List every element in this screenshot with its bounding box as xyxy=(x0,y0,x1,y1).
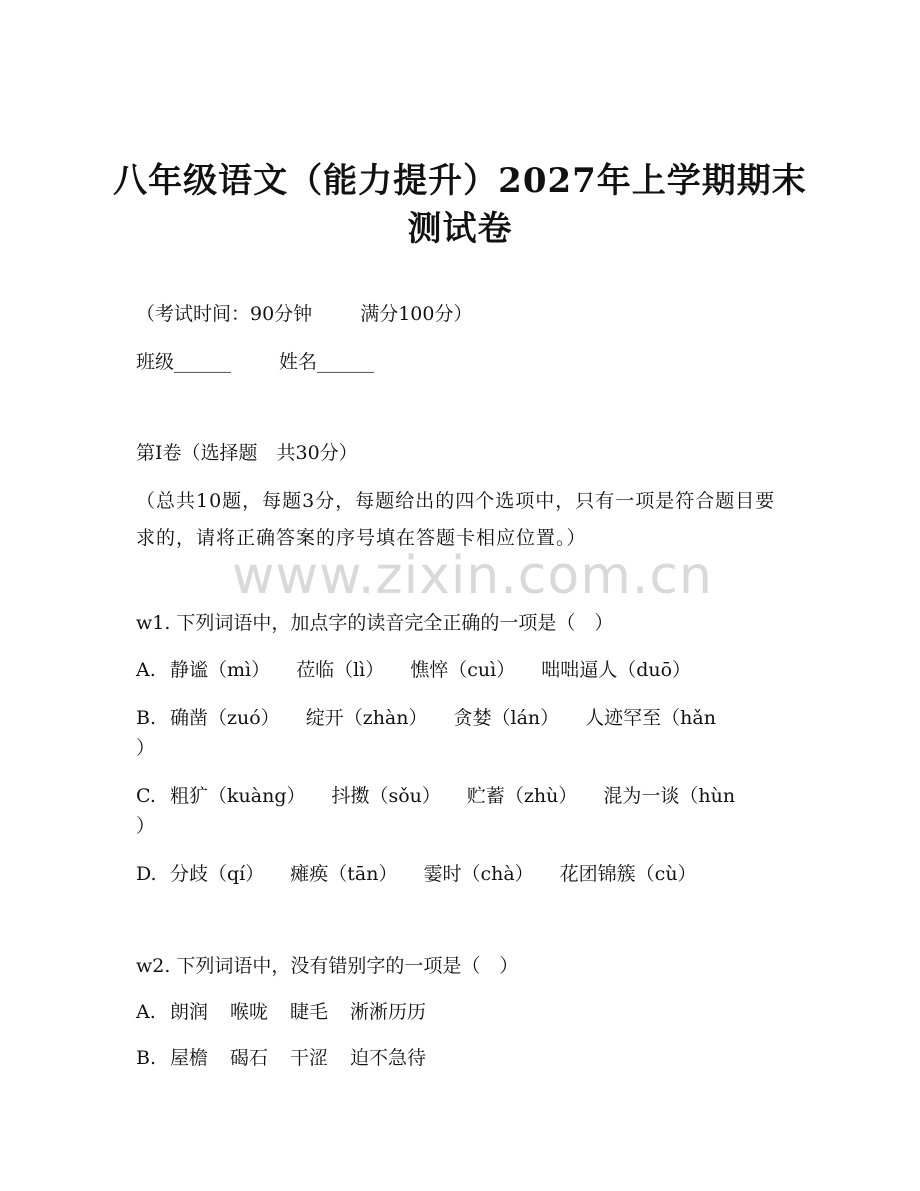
question-1-option-b[interactable] xyxy=(136,703,786,763)
option-part: 贪婪（lán） xyxy=(453,707,560,729)
question-2-option-b[interactable] xyxy=(136,1043,786,1073)
option-part: 静谧（mì） xyxy=(170,659,271,681)
exam-title-line1: 八年级语文（能力提升）2027年上学期期末 xyxy=(113,161,807,201)
section-instructions: （总共10题，每题3分，每题给出的四个选项中，只有一项是符合题目要求的，请将正确答案的序号填在答题卡相应位置。） xyxy=(136,490,776,549)
option-label: D. xyxy=(136,863,157,885)
question-2-stem: w2. 下列词语中，没有错别字的一项是（ ） xyxy=(136,955,519,977)
class-field[interactable]: 班级______ xyxy=(136,351,232,373)
option-part: 干涩 xyxy=(290,1047,329,1069)
section-heading: 第Ⅰ卷（选择题 共30分） xyxy=(136,442,358,464)
question-1-option-d[interactable] xyxy=(136,859,786,889)
option-part: 抖擞（sǒu） xyxy=(331,785,441,807)
option-tail: ） xyxy=(136,815,156,837)
option-part: 咄咄逼人（duō） xyxy=(541,659,692,681)
option-part: 睫毛 xyxy=(290,1001,329,1023)
option-label: A. xyxy=(136,1001,156,1023)
option-tail: ） xyxy=(136,737,156,759)
exam-score: 满分100分） xyxy=(360,303,473,325)
option-part: 喉咙 xyxy=(230,1001,269,1023)
option-part: 混为一谈（hùn xyxy=(603,785,736,807)
student-info xyxy=(136,349,374,375)
option-part: 憔悴（cuì） xyxy=(410,659,516,681)
option-part: 绽开（zhàn） xyxy=(305,707,428,729)
option-label: A. xyxy=(136,659,156,681)
question-1-option-c[interactable] xyxy=(136,781,786,841)
option-part: 莅临（lì） xyxy=(296,659,385,681)
option-part: 瘫痪（tān） xyxy=(290,863,398,885)
question-2-option-a[interactable] xyxy=(136,997,786,1027)
exam-info xyxy=(136,301,472,327)
exam-title-line2: 测试卷 xyxy=(407,209,513,249)
option-part: 朗润 xyxy=(170,1001,209,1023)
option-part: 霎时（chà） xyxy=(423,863,534,885)
option-part: 淅淅历历 xyxy=(350,1001,427,1023)
option-part: 分歧（qí） xyxy=(170,863,265,885)
option-part: 人迹罕至（hǎn xyxy=(585,707,716,729)
exam-time: （考试时间：90分钟 xyxy=(136,303,313,325)
question-1-option-a[interactable] xyxy=(136,655,786,685)
option-part: 确凿（zuó） xyxy=(170,707,280,729)
question-1-stem: w1. 下列词语中，加点字的读音完全正确的一项是（ ） xyxy=(136,612,614,634)
option-label: B. xyxy=(136,1047,157,1069)
watermark: www.zixin.com.cn xyxy=(232,546,713,606)
option-label: C. xyxy=(136,785,156,807)
option-part: 屋檐 xyxy=(170,1047,209,1069)
option-part: 碣石 xyxy=(230,1047,269,1069)
option-part: 粗犷（kuàng） xyxy=(170,785,306,807)
option-label: B. xyxy=(136,707,157,729)
option-part: 贮蓄（zhù） xyxy=(466,785,578,807)
name-field[interactable]: 姓名______ xyxy=(279,351,375,373)
option-part: 迫不急待 xyxy=(350,1047,427,1069)
option-part: 花团锦簇（cù） xyxy=(559,863,697,885)
